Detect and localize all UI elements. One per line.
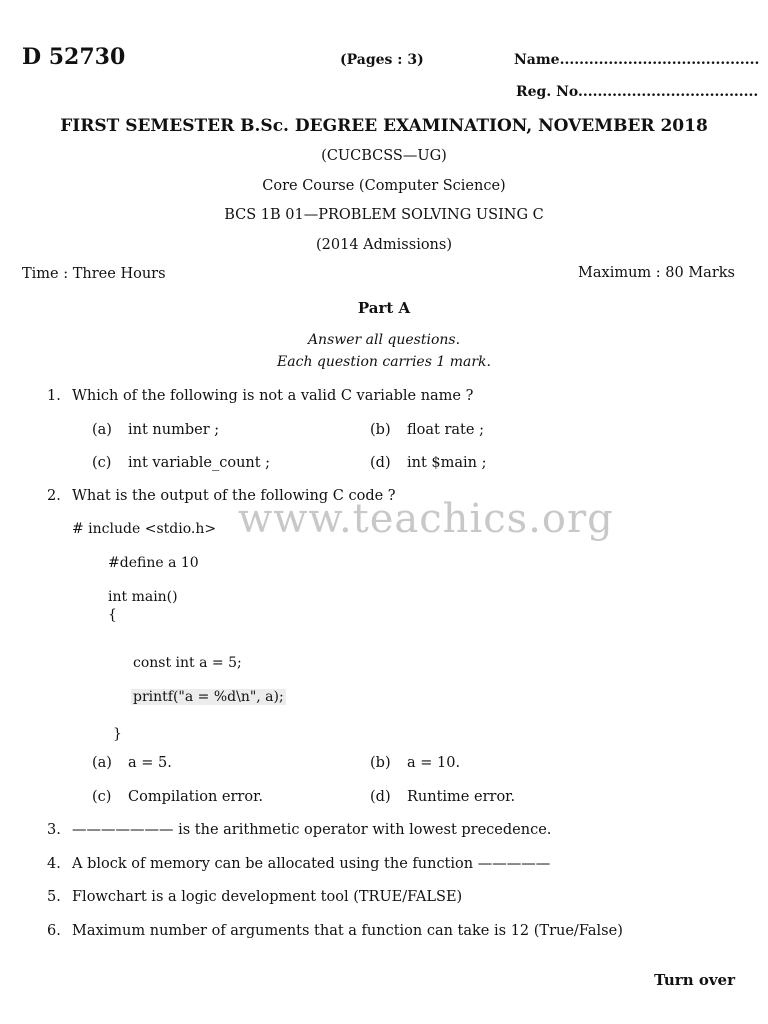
question-text: Which of the following is not a valid C variable name ? xyxy=(72,388,474,404)
code-line: { xyxy=(108,607,117,623)
option-text: int variable_count ; xyxy=(128,455,271,471)
option-label: (b) xyxy=(370,755,391,771)
question-number: 1. xyxy=(47,388,61,404)
watermark: www.teachics.org xyxy=(238,496,614,542)
option-text: int number ; xyxy=(128,422,220,438)
paper-title: BCS 1B 01—PROBLEM SOLVING USING C xyxy=(224,207,544,223)
question-text: Maximum number of arguments that a function can take is 12 (True/False) xyxy=(72,923,623,939)
paper-code: D 52730 xyxy=(22,44,126,70)
question-text: ——————— is the arithmetic operator with lowest precedence. xyxy=(72,822,552,838)
question-number: 3. xyxy=(47,822,61,838)
exam-title: FIRST SEMESTER B.Sc. DEGREE EXAMINATION, NOVEMBER 2018 xyxy=(60,116,708,136)
question-number: 4. xyxy=(47,856,61,872)
question-text: A block of memory can be allocated using the function ————— xyxy=(72,856,551,872)
option-text: a = 5. xyxy=(128,755,172,771)
instruction-answer-all: Answer all questions. xyxy=(307,332,461,348)
code-line: printf("a = %d\n", a); xyxy=(133,689,284,705)
page-count: (Pages : 3) xyxy=(340,52,424,68)
question-text: Flowchart is a logic development tool (TRUE/FALSE) xyxy=(72,889,463,905)
option-label: (c) xyxy=(92,455,112,471)
option-text: Compilation error. xyxy=(128,789,264,805)
question-number: 5. xyxy=(47,889,61,905)
question-text: What is the output of the following C code ? xyxy=(72,488,396,504)
option-label: (c) xyxy=(92,789,112,805)
code-line: int main() xyxy=(108,589,178,605)
option-label: (d) xyxy=(370,455,391,471)
option-label: (a) xyxy=(92,755,112,771)
instruction-marks: Each question carries 1 mark. xyxy=(277,354,491,370)
part-a-heading: Part A xyxy=(357,299,411,317)
option-text: Runtime error. xyxy=(407,789,516,805)
option-label: (a) xyxy=(92,422,112,438)
question-number: 6. xyxy=(47,923,61,939)
code-line: const int a = 5; xyxy=(133,655,242,671)
option-text: int $main ; xyxy=(407,455,487,471)
reg-no-field-label: Reg. No..................................... xyxy=(516,84,759,100)
option-text: a = 10. xyxy=(407,755,461,771)
course: Core Course (Computer Science) xyxy=(262,178,506,194)
option-text: float rate ; xyxy=(407,422,484,438)
name-field-label: Name......................................... xyxy=(514,52,760,68)
maximum-marks: Maximum : 80 Marks xyxy=(578,265,735,281)
code-line: } xyxy=(113,726,122,742)
question-number: 2. xyxy=(47,488,61,504)
option-label: (d) xyxy=(370,789,391,805)
scheme: (CUCBCSS—UG) xyxy=(321,148,447,164)
code-line: #define a 10 xyxy=(108,555,199,571)
code-line: # include <stdio.h> xyxy=(72,521,217,537)
exam-duration: Time : Three Hours xyxy=(22,266,166,282)
turn-over-note: Turn over xyxy=(654,971,735,989)
option-label: (b) xyxy=(370,422,391,438)
admissions: (2014 Admissions) xyxy=(316,237,452,253)
